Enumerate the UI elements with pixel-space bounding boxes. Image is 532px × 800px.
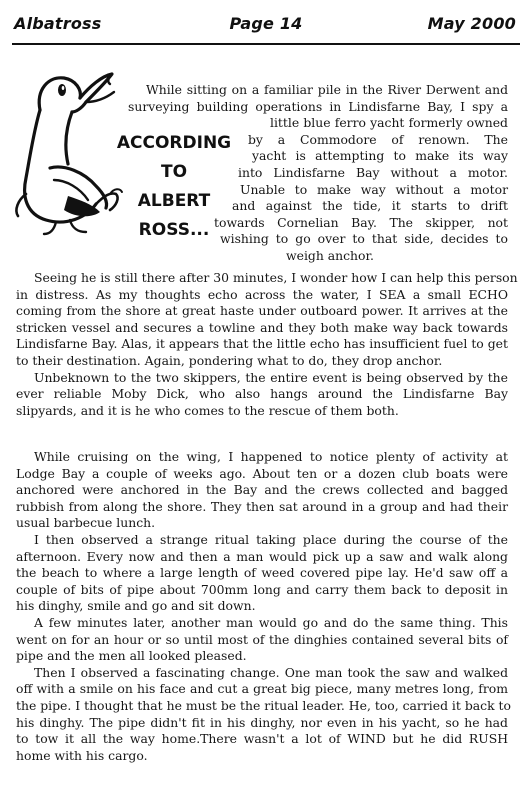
- text-line: anchored were anchored in the Bay and the crews collected and bagged: [16, 482, 508, 498]
- text-line: Unbeknown to the two skippers, the entire event is being observed by the: [34, 369, 508, 385]
- text-line: into Lindisfarne Bay without a motor.: [238, 164, 508, 180]
- text-line: wishing to go over to that side, decides to: [220, 231, 508, 247]
- publication-title: Albatross: [14, 14, 102, 33]
- text-line: weigh anchor.: [286, 247, 374, 263]
- text-line: home with his cargo.: [16, 747, 148, 763]
- text-line: little blue ferro yacht formerly owned: [270, 115, 508, 131]
- text-line: went on for an hour or so until most of the dinghies contained several bits of: [16, 631, 508, 647]
- story-one-continued: [16, 270, 518, 419]
- text-line: off with a smile on his face and cut a great big piece, many metres long, from: [16, 681, 508, 697]
- text-line: his dinghy. The pipe didn't fit in his dinghy, nor even in his yacht, so he had: [16, 714, 508, 730]
- wrapped-paragraph: [16, 82, 508, 265]
- text-line: the pipe. I thought that he must be the ritual leader. He, too, carried it back to: [16, 697, 511, 713]
- text-line: couple of bits of pipe about 700mm long and carry them back to deposit in: [16, 581, 508, 597]
- text-line: slipyards, and it is he who comes to the rescue of them both.: [16, 402, 399, 418]
- text-line: by a Commodore of renown. The: [248, 131, 508, 147]
- text-line: I then observed a strange ritual taking place during the course of the: [34, 531, 508, 547]
- text-line: his dinghy, smile and go and sit down.: [16, 598, 256, 614]
- text-line: yacht is attempting to make its way: [252, 148, 508, 164]
- column-heading-line: ACCORDING: [116, 133, 232, 153]
- story-two: [16, 449, 511, 764]
- text-line: afternoon. Every now and then a man would pick up a saw and walk along: [16, 548, 508, 564]
- text-line: rubbish from along the shore. They then sat around in a group and had their: [16, 498, 508, 514]
- text-line: the beach to where a large length of weed covered pipe lay. He'd saw off a: [16, 565, 508, 581]
- text-line: Lodge Bay a couple of weeks ago. About ten or a dozen club boats were: [16, 465, 508, 481]
- text-line: in distress. As my thoughts echo across the water, I SEA a small ECHO: [16, 286, 508, 302]
- column-heading-line: ROSS...: [138, 220, 210, 240]
- text-line: While sitting on a familiar pile in the River Derwent and: [146, 82, 508, 97]
- header-rule: [12, 43, 520, 45]
- text-line: and against the tide, it starts to drift: [232, 198, 508, 214]
- text-line: towards Cornelian Bay. The skipper, not: [214, 214, 508, 230]
- text-line: to tow it all the way home.There wasn't a lot of WIND but he did RUSH: [16, 731, 508, 747]
- text-line: ever reliable Moby Dick, who also hangs around the Lindisfarne Bay: [16, 386, 508, 402]
- text-line: A few minutes later, another man would go and do the same thing. This: [34, 614, 508, 630]
- text-line: Seeing he is still there after 30 minutes, I wonder how I can help this person: [34, 270, 518, 285]
- text-line: stricken vessel and secures a towline and they both make way back towards: [16, 319, 508, 335]
- text-line: Unable to make way without a motor: [240, 181, 508, 197]
- text-line: usual barbecue lunch.: [16, 515, 156, 531]
- text-line: surveying building operations in Lindisfarne Bay, I spy a: [128, 98, 508, 114]
- text-line: pipe and the men all looked pleased.: [16, 648, 247, 664]
- text-line: Lindisfarne Bay. Alas, it appears that the little echo has insufficient fuel to get: [16, 336, 508, 352]
- issue-date: May 2000: [427, 14, 516, 33]
- column-heading-line: ALBERT: [137, 191, 211, 211]
- text-line: While cruising on the wing, I happened to notice plenty of activity at: [34, 449, 508, 464]
- text-line: Then I observed a fascinating change. One man took the saw and walked: [34, 664, 508, 680]
- column-heading-line: TO: [160, 162, 188, 182]
- page-number: Page 14: [229, 14, 303, 33]
- text-line: coming from the shore at great haste under outboard power. It arrives at the: [16, 303, 508, 319]
- text-line: to their destination. Again, pondering what to do, they drop anchor.: [16, 352, 443, 368]
